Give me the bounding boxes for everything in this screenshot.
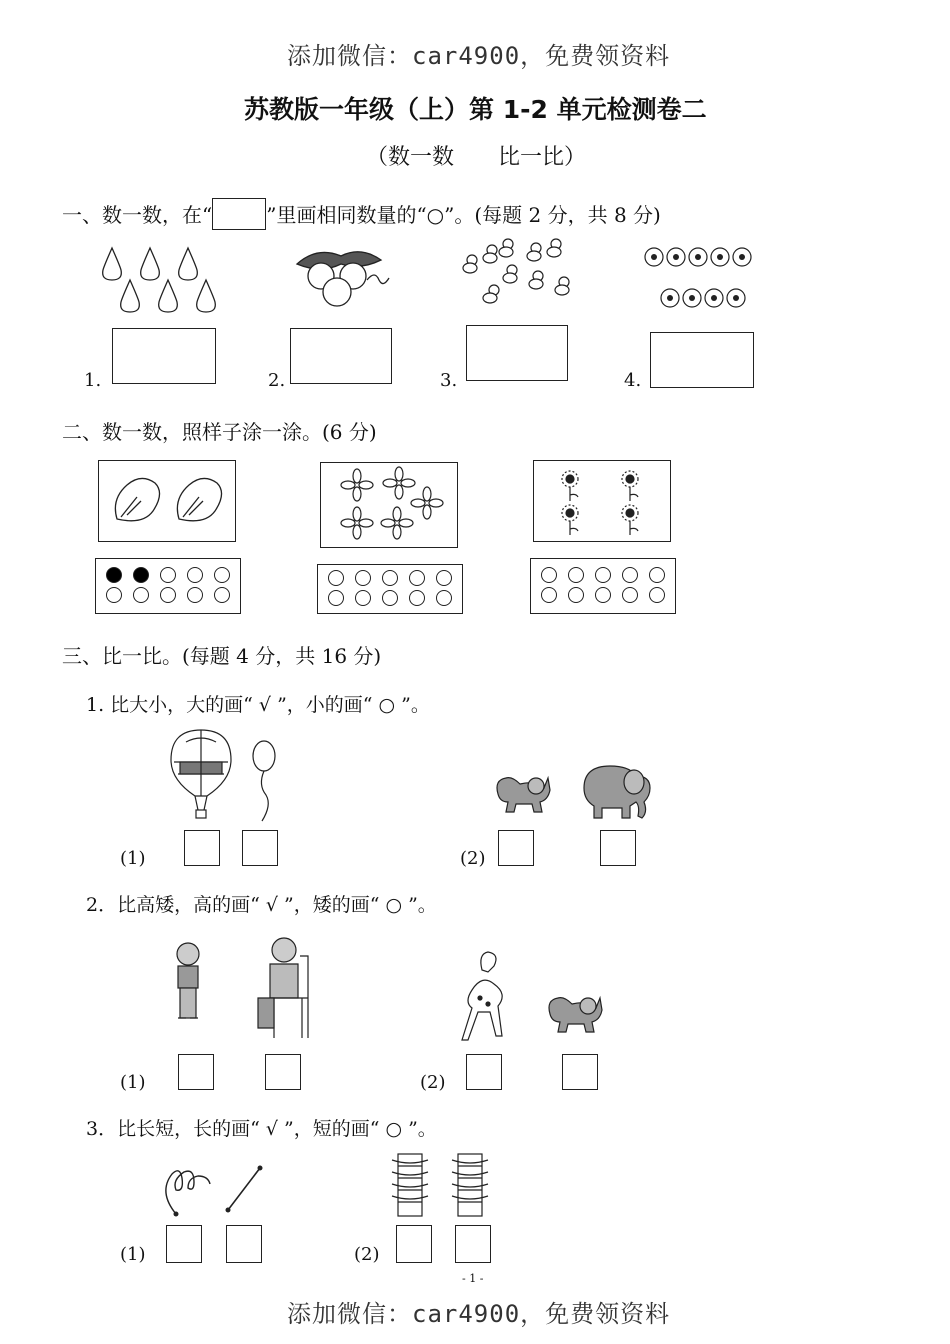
empty-circle[interactable]	[649, 587, 665, 603]
empty-circle[interactable]	[355, 570, 371, 586]
q1-prompt: 1. 比大小，大的画“ √ ”，小的画“ ○ ”。	[86, 694, 430, 716]
q2-label-1: (1)	[120, 1072, 146, 1093]
page-subtitle: （数一数 比一比）	[366, 145, 587, 170]
empty-circle[interactable]	[568, 567, 584, 583]
empty-circle[interactable]	[328, 590, 344, 606]
watermark-top: 添加微信：car4900，免费领资料	[287, 42, 671, 70]
empty-circle[interactable]	[187, 567, 203, 583]
empty-circle[interactable]	[214, 587, 230, 603]
empty-circle[interactable]	[328, 570, 344, 586]
cabbage-panel	[98, 460, 236, 542]
empty-circle[interactable]	[568, 587, 584, 603]
section3-heading: 三、比一比。(每题 4 分，共 16 分)	[62, 644, 382, 668]
q1-label-2: (2)	[460, 848, 486, 869]
dot-panel-3	[530, 558, 676, 614]
dot-panel-1	[95, 558, 241, 614]
sunflower-icon	[552, 465, 652, 537]
dot-panel-2	[317, 564, 463, 614]
coiled-rope-picture	[388, 1152, 492, 1218]
q3-2-box-a[interactable]	[396, 1225, 432, 1263]
soccer-balls-picture	[644, 246, 756, 310]
empty-circle[interactable]	[541, 567, 557, 583]
q1-label-1: (1)	[120, 848, 146, 869]
item4-label: 4.	[624, 370, 642, 391]
section1-heading-pre: 一、数一数，在“	[62, 203, 213, 227]
deer-picture	[452, 950, 516, 1044]
curly-line-picture	[158, 1162, 220, 1218]
empty-circle[interactable]	[187, 587, 203, 603]
empty-circle[interactable]	[436, 590, 452, 606]
cabbage-icon	[107, 473, 227, 529]
watermark-bottom: 添加微信：car4900，免费领资料	[287, 1300, 671, 1328]
q2-label-2: (2)	[420, 1072, 446, 1093]
empty-circle[interactable]	[133, 587, 149, 603]
q1-2-box-b[interactable]	[600, 830, 636, 866]
page-number: - 1 -	[462, 1272, 484, 1285]
q3-label-1: (1)	[120, 1244, 146, 1265]
cat-picture	[492, 764, 550, 816]
oranges-picture	[293, 246, 393, 310]
flower-icon	[335, 467, 445, 543]
section1-heading	[62, 198, 661, 230]
q2-2-box-a[interactable]	[466, 1054, 502, 1090]
empty-circle[interactable]	[355, 590, 371, 606]
q1-1-box-a[interactable]	[184, 830, 220, 866]
q2-1-box-b[interactable]	[265, 1054, 301, 1090]
flower-panel	[320, 462, 458, 548]
answer-box-2[interactable]	[290, 328, 392, 384]
q2-2-box-b[interactable]	[562, 1054, 598, 1090]
hot-air-balloon-picture	[168, 728, 234, 822]
empty-circle[interactable]	[436, 570, 452, 586]
empty-circle[interactable]	[541, 587, 557, 603]
boy-sitting-picture	[250, 934, 320, 1044]
q1-2-box-a[interactable]	[498, 830, 534, 866]
q2-prompt: 2．比高矮，高的画“ √ ”，矮的画“ ○ ”。	[86, 894, 437, 916]
answer-box-1[interactable]	[112, 328, 216, 384]
empty-circle[interactable]	[160, 567, 176, 583]
elephant-picture	[576, 758, 656, 824]
empty-circle[interactable]	[595, 567, 611, 583]
page-title: 苏教版一年级（上）第 1-2 单元检测卷二	[244, 95, 707, 124]
answer-box-4[interactable]	[650, 332, 754, 388]
empty-circle[interactable]	[214, 567, 230, 583]
empty-circle[interactable]	[409, 590, 425, 606]
empty-circle[interactable]	[382, 570, 398, 586]
boy-standing-picture	[168, 940, 208, 1030]
item2-label: 2.	[268, 370, 286, 391]
cat-picture-2	[544, 984, 602, 1036]
filled-circle	[106, 567, 122, 583]
q2-1-box-a[interactable]	[178, 1054, 214, 1090]
heading-inline-box	[212, 198, 266, 230]
filled-circle	[133, 567, 149, 583]
empty-circle[interactable]	[106, 587, 122, 603]
empty-circle[interactable]	[160, 587, 176, 603]
straight-line-picture	[224, 1164, 264, 1214]
empty-circle[interactable]	[382, 590, 398, 606]
item1-label: 1.	[84, 370, 102, 391]
item3-label: 3.	[440, 370, 458, 391]
answer-box-3[interactable]	[466, 325, 568, 381]
empty-circle[interactable]	[622, 567, 638, 583]
empty-circle[interactable]	[649, 567, 665, 583]
q3-prompt: 3．比长短，长的画“ √ ”，短的画“ ○ ”。	[86, 1118, 437, 1140]
q3-1-box-a[interactable]	[166, 1225, 202, 1263]
q1-1-box-b[interactable]	[242, 830, 278, 866]
q3-1-box-b[interactable]	[226, 1225, 262, 1263]
section1-heading-post: ”里画相同数量的“○”。(每题 2 分，共 8 分)	[266, 203, 661, 227]
pears-picture	[100, 244, 230, 316]
q3-2-box-b[interactable]	[455, 1225, 491, 1263]
empty-circle[interactable]	[409, 570, 425, 586]
empty-circle[interactable]	[622, 587, 638, 603]
section2-heading: 二、数一数，照样子涂一涂。(6 分)	[62, 420, 377, 444]
sunflower-panel	[533, 460, 671, 542]
q3-label-2: (2)	[354, 1244, 380, 1265]
empty-circle[interactable]	[595, 587, 611, 603]
chicks-picture	[460, 236, 580, 306]
small-balloon-picture	[250, 740, 280, 824]
